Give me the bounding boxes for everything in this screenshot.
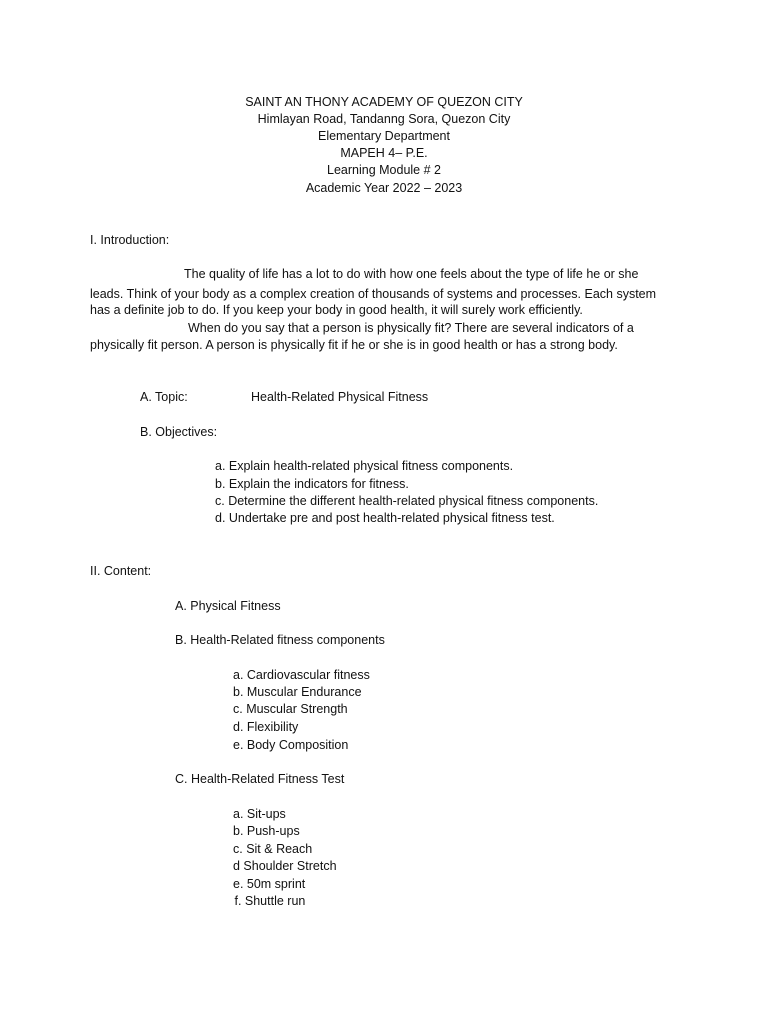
objective-item: c. Determine the different health-related physical fitness components. xyxy=(215,494,599,508)
school-address: Himlayan Road, Tandanng Sora, Quezon City xyxy=(257,112,511,126)
physical-fitness-item: A. Physical Fitness xyxy=(175,599,281,613)
intro-line-5: physically fit person. A person is physically fit if he or she is in good health or has a strong body. xyxy=(90,338,618,352)
objective-item: a. Explain health-related physical fitness components. xyxy=(215,459,514,473)
academic-year: Academic Year 2022 – 2023 xyxy=(305,181,463,195)
subject: MAPEH 4– P.E. xyxy=(340,146,428,160)
test-item: e. 50m sprint xyxy=(233,877,306,891)
topic-label: A. Topic: xyxy=(140,390,188,404)
component-item: b. Muscular Endurance xyxy=(233,685,362,699)
test-item: a. Sit-ups xyxy=(233,807,286,821)
school-name: SAINT AN THONY ACADEMY OF QUEZON CITY xyxy=(245,95,523,109)
component-item: d. Flexibility xyxy=(233,720,299,734)
introduction-heading: I. Introduction: xyxy=(90,233,170,247)
intro-line-3: has a definite job to do. If you keep your body in good health, it will surely work efficiently. xyxy=(90,303,583,317)
test-item: b. Push-ups xyxy=(233,824,300,838)
fitness-test-heading: C. Health-Related Fitness Test xyxy=(175,772,345,786)
module-number: Learning Module # 2 xyxy=(327,163,441,177)
test-item: d Shoulder Stretch xyxy=(233,859,337,873)
topic-value: Health-Related Physical Fitness xyxy=(251,390,429,404)
component-item: e. Body Composition xyxy=(233,738,349,752)
intro-line-1: The quality of life has a lot to do with how one feels about the type of life he or she xyxy=(184,267,639,281)
test-item: f. Shuttle run xyxy=(231,894,306,908)
objective-item: d. Undertake pre and post health-related physical fitness test. xyxy=(215,511,555,525)
department: Elementary Department xyxy=(317,129,450,143)
components-heading: B. Health-Related fitness components xyxy=(175,633,385,647)
content-heading: II. Content: xyxy=(90,564,152,578)
component-item: a. Cardiovascular fitness xyxy=(233,668,370,682)
objectives-label: B. Objectives: xyxy=(140,425,218,439)
test-item: c. Sit & Reach xyxy=(233,842,313,856)
intro-line-4: When do you say that a person is physically fit? There are several indicators of a xyxy=(188,321,634,335)
component-item: c. Muscular Strength xyxy=(233,702,348,716)
objective-item: b. Explain the indicators for fitness. xyxy=(215,477,409,491)
intro-line-2: leads. Think of your body as a complex creation of thousands of systems and processes. Each system xyxy=(90,287,657,301)
